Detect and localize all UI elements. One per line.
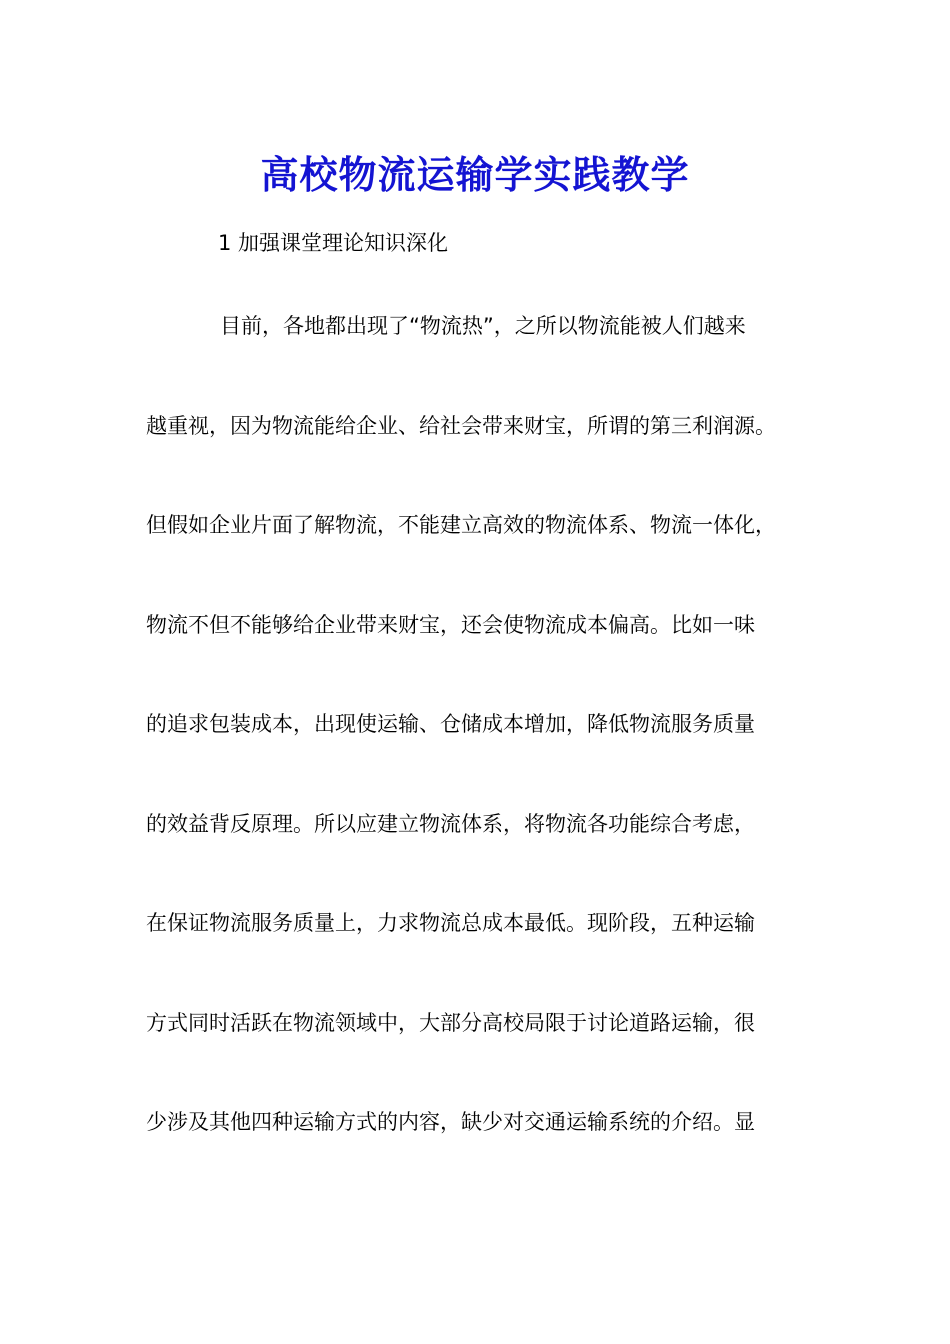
paragraph-line: 物流不但不能够给企业带来财宝，还会使物流成本偏高。比如一味 bbox=[146, 612, 755, 637]
paragraph-line: 方式同时活跃在物流领域中，大部分高校局限于讨论道路运输，很 bbox=[146, 1010, 755, 1035]
paragraph-line: 目前，各地都出现了“物流热”，之所以物流能被人们越来 bbox=[220, 314, 746, 338]
paragraph-line: 越重视，因为物流能给企业、给社会带来财宝，所谓的第三利润源。 bbox=[146, 413, 776, 438]
paragraph-line: 在保证物流服务质量上，力求物流总成本最低。现阶段，五种运输 bbox=[146, 911, 755, 935]
body-paragraph bbox=[146, 311, 826, 1207]
paragraph-line: 但假如企业片面了解物流，不能建立高效的物流体系、物流一体化， bbox=[146, 513, 776, 537]
paragraph-line: 的追求包装成本，出现使运输、仓储成本增加，降低物流服务质量 bbox=[146, 712, 755, 736]
section-heading: 1 加强课堂理论知识深化 bbox=[218, 231, 449, 255]
paragraph-line: 的效益背反原理。所以应建立物流体系，将物流各功能综合考虑， bbox=[146, 811, 755, 836]
page-title: 高校物流运输学实践教学 bbox=[260, 152, 690, 198]
paragraph-line: 少涉及其他四种运输方式的内容，缺少对交通运输系统的介绍。显 bbox=[146, 1110, 755, 1134]
